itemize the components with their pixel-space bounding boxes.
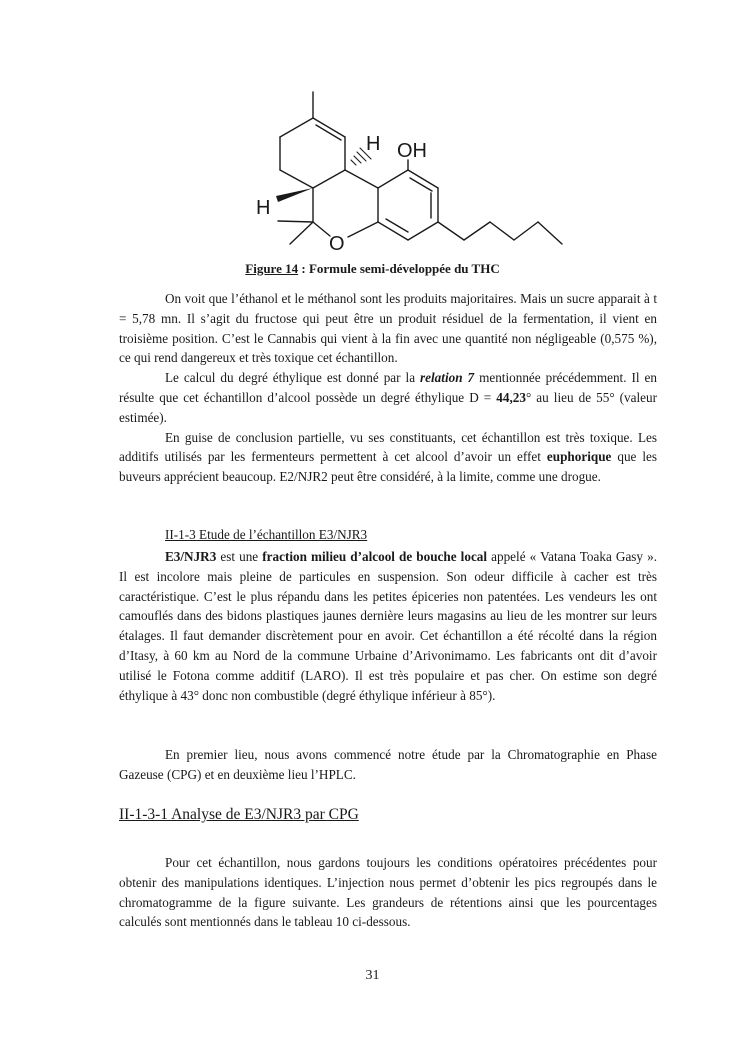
paragraph-2-text-3: ° au lieu de 55° (valeur estimée).: [119, 389, 657, 425]
atom-label-o-ring: O: [329, 233, 345, 255]
atom-label-oh: OH: [397, 140, 427, 162]
paragraph-1: On voit que l’éthanol et le méthanol sont les produits majoritaires. Mais un sucre apparait à t = 5,78 mn. Il s’agit du fructose qui peut être un produit résiduel de la fermentation, il vient en troisième position. C’est le Cannabis qui vient à la fin avec une quantité non négligeable (0,575 %), ce qui rend dangereux et très toxique cet échantillon.: [119, 291, 657, 366]
paragraph-6: Pour cet échantillon, nous gardons toujours les conditions opératoires précédentes pour obtenir des manipulations identiques. L’injection nous permet d’obtenir les pics regroupés dans le chromatogramme de la figure suivante. Les grandeurs de rétentions ainsi que les pourcentages calculés sont mentionnés dans le tableau 10 ci-dessous.: [119, 855, 657, 930]
figure-caption-label: Figure 14: [245, 261, 299, 276]
paragraph-2-text: Le calcul du degré éthylique est donné par la: [165, 370, 421, 386]
section-heading-cpg: II-1-3-1 Analyse de E3/NJR3 par CPG: [119, 806, 359, 823]
figure-caption: [0, 261, 745, 277]
paragraph-3-text-2: que les buveurs apprécient beaucoup. E2/NJR2 peut être considéré, à la limite, comme une drogue.: [119, 449, 657, 485]
atom-label-h-top: H: [366, 133, 381, 155]
paragraph-4: [119, 547, 657, 705]
euphorique-term: euphorique: [546, 449, 612, 465]
paragraph-4-text-2: appelé « Vatana Toaka Gasy ». Il est incolore mais pleine de particules en suspension. Son odeur difficile à cacher est très caractéristique. C’est le plus répandu dans les petites épiceries non patentées. Les vendeurs les ont camouflés dans des bidons plastiques jaunes dernière leurs magasins au lieu de les montrer sur leurs étalages. Il faut demander discrètement pour en avoir. Cet échantillon a été récolté dans la région d’Itasy, à 60 km au Nord de la commune Urbaine d’Arivonimamo. Les fabricants ont dit d’avoir utilisé le Fotona comme additif (LARO). Il est très populaire et pas cher. On estime son degré éthylique à 43° donc non combustible (degré éthylique inférieur à 85°).: [119, 549, 657, 703]
sample-name: E3/NJR3: [165, 549, 217, 564]
paragraph-4-text: est une: [216, 549, 263, 564]
thc-structure-figure: [240, 88, 580, 260]
atom-label-h-left: H: [256, 197, 271, 219]
paragraph-3-text: En guise de conclusion partielle, vu ses constituants, cet échantillon est très toxique. Les additifs utilisés par les fermenteurs permettent à cet alcool d’avoir un effet: [119, 429, 657, 465]
figure-caption-text: : Formule semi-développée du THC: [298, 261, 500, 276]
paragraph-3: [119, 428, 657, 487]
paragraph-5: En premier lieu, nous avons commencé notre étude par la Chromatographie en Phase Gazeuse (CPG) et en deuxième lieu l’HPLC.: [119, 747, 657, 782]
body-block-1: [119, 289, 657, 487]
body-block-4: [119, 853, 657, 932]
relation-7-ref: relation 7: [420, 370, 475, 386]
thc-molecule-diagram: [240, 88, 580, 260]
degree-value: 44,23: [496, 389, 526, 405]
sub-heading-e3: II-1-3 Etude de l’échantillon E3/NJR3: [165, 527, 368, 542]
body-block-3: [119, 745, 657, 785]
body-block-2: [119, 547, 657, 705]
paragraph-2: [119, 368, 657, 427]
fraction-term: fraction milieu d’alcool de bouche local: [262, 549, 488, 564]
page-number: 31: [365, 968, 380, 983]
paragraph-2-text-2: mentionnée précédemment. Il en résulte que cet échantillon d’alcool possède un degré éthylique D =: [119, 370, 657, 405]
